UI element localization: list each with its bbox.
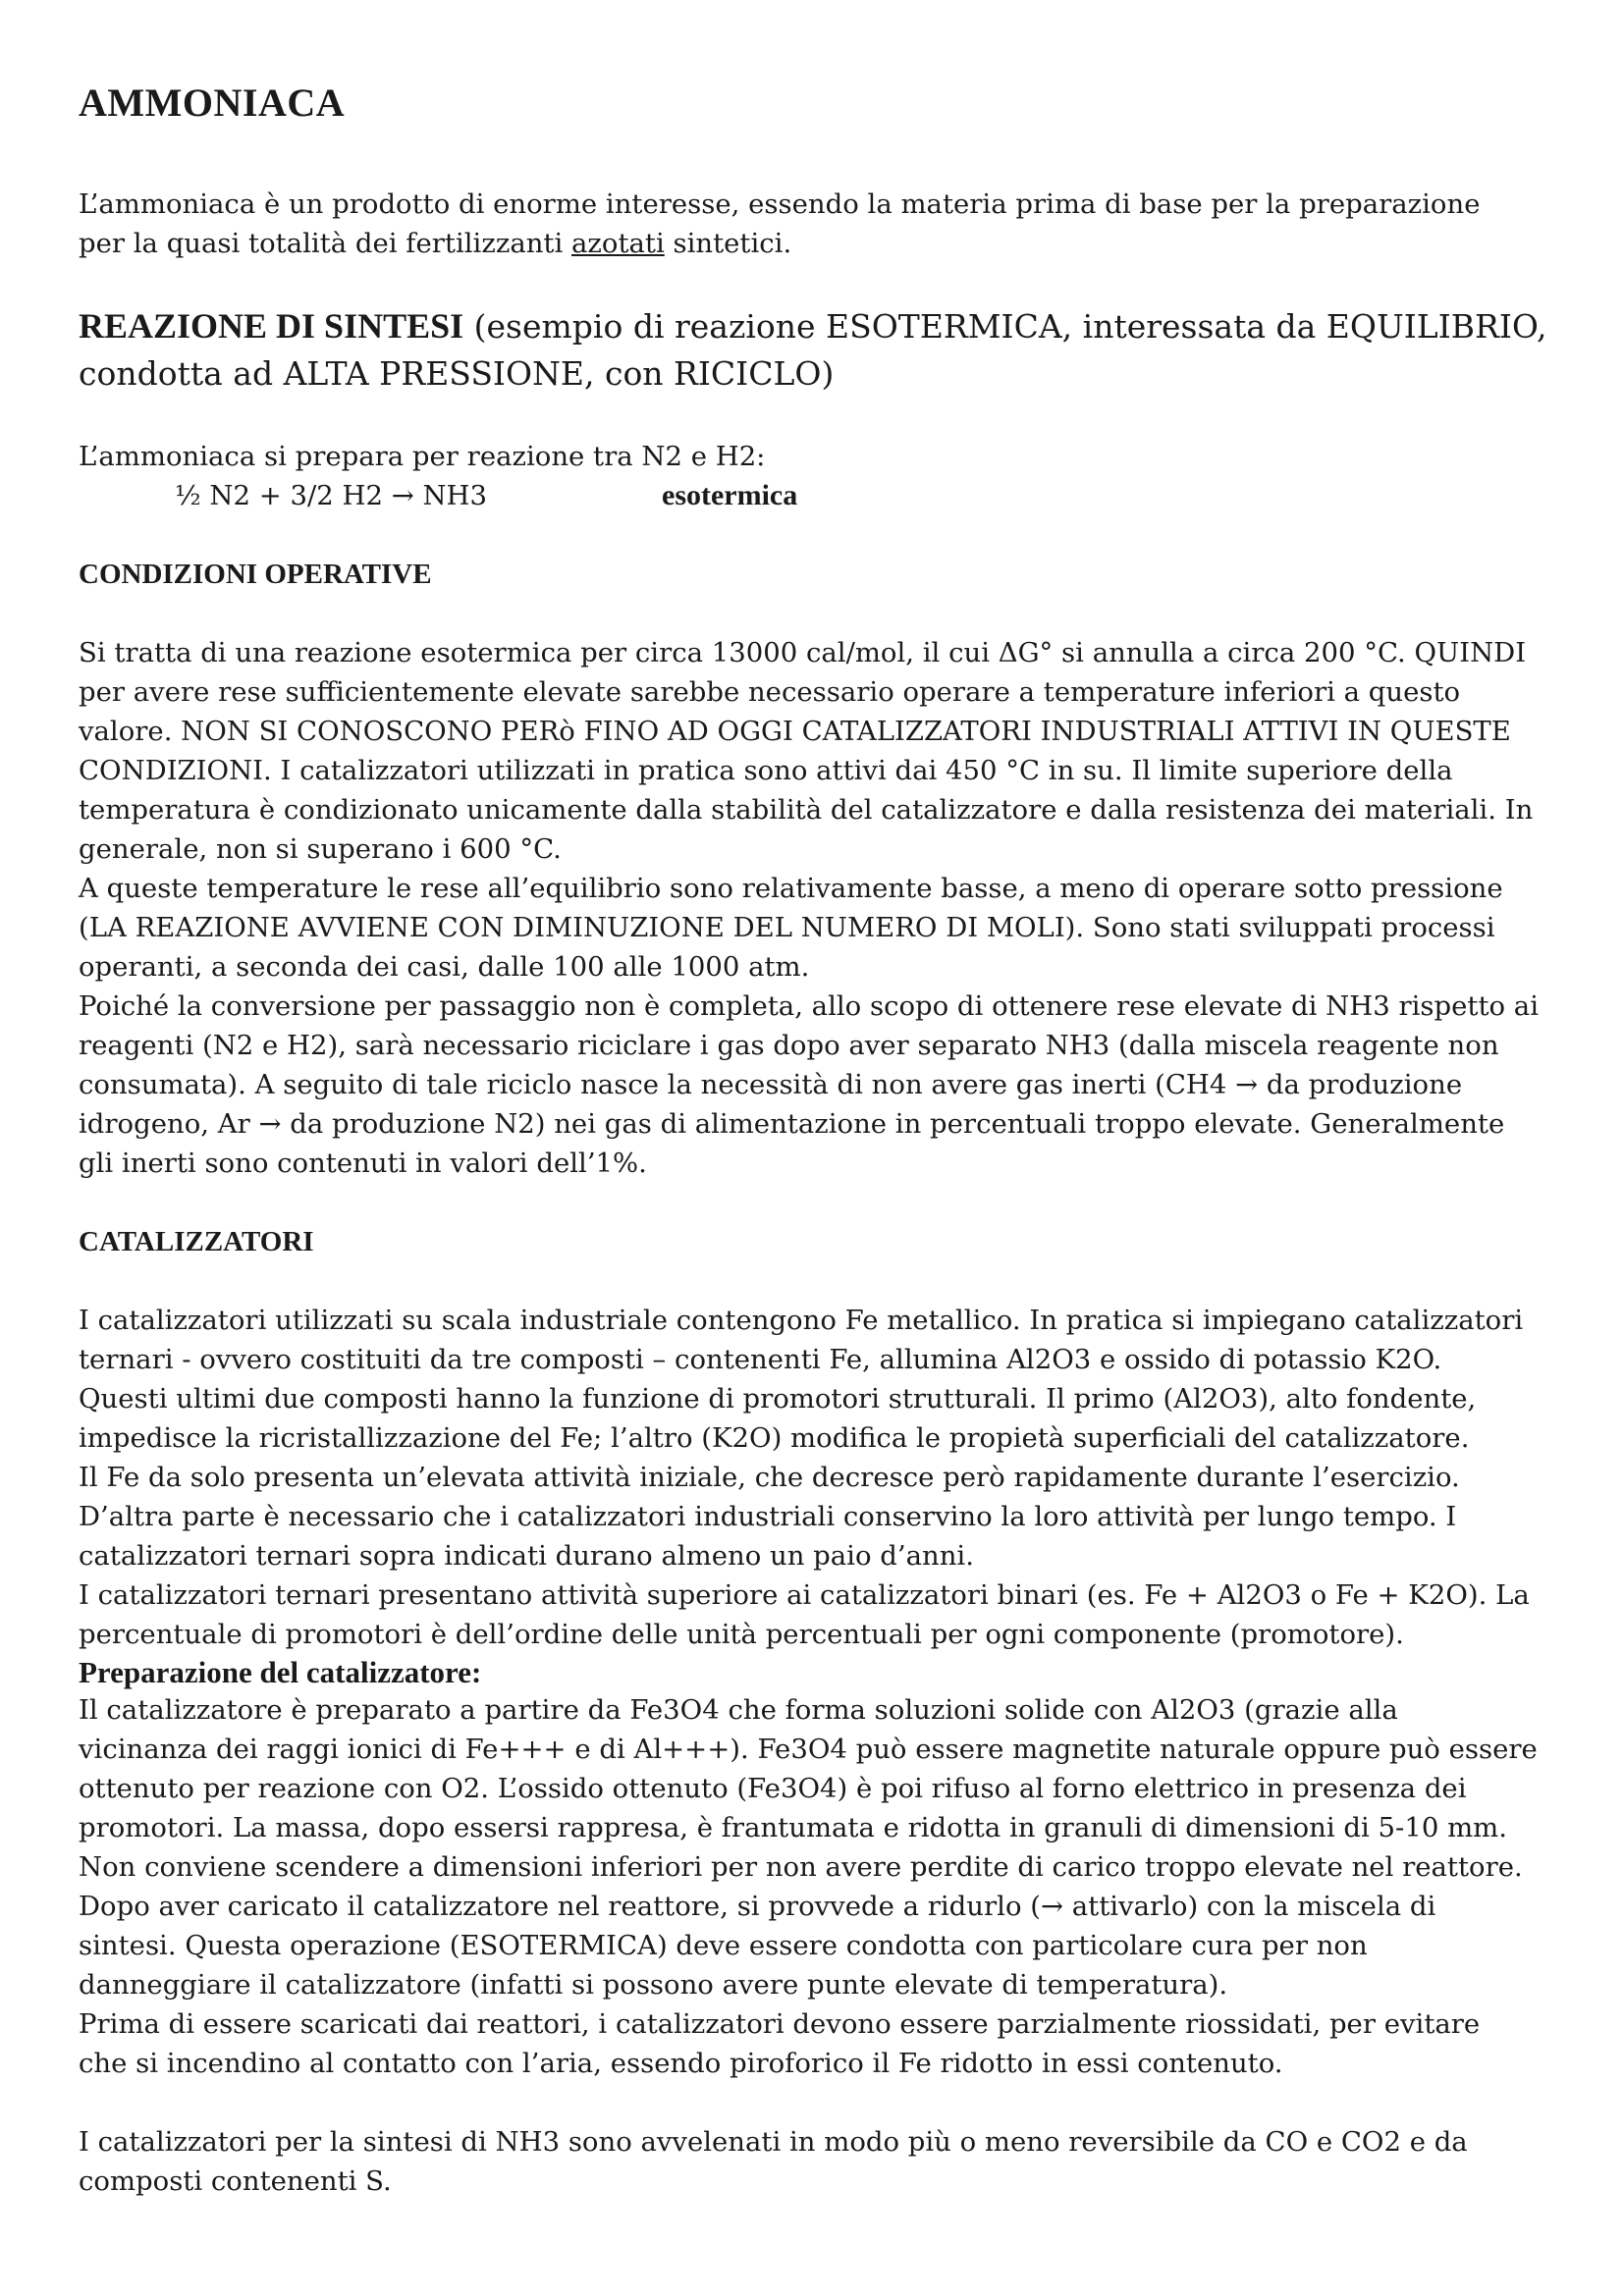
page-title: AMMONIACA [79, 80, 346, 125]
text-line: Si tratta di una reazione esotermica per circa 13000 cal/mol, il cui ΔG° si annulla a circa 200 °C. QUINDI [79, 637, 1527, 668]
synthesis-heading-line [79, 302, 1566, 350]
text-line: reagenti (N2 e H2), sarà necessario riciclare i gas dopo aver separato NH3 (dalla miscela reagente non [79, 1030, 1499, 1061]
text-line: consumata). A seguito di tale riciclo nasce la necessità di non avere gas inerti (CH4 → da produzione [79, 1069, 1463, 1100]
text-line: composti contenenti S. [79, 2165, 392, 2197]
intro-line-start: per la quasi totalità dei fertilizzanti [79, 228, 572, 259]
text-line: gli inerti sono contenuti in valori dell’1%. [79, 1148, 647, 1179]
intro-line-end: sintetici. [664, 228, 792, 259]
catalyst-prep-heading: Preparazione del catalizzatore: [79, 1655, 482, 1689]
paragraph-gap [79, 2083, 1566, 2122]
text-line: promotori. La massa, dopo essersi rappresa, è frantumata e ridotta in granuli di dimensioni di 5-10 mm. [79, 1812, 1507, 1843]
reaction-type: esotermica [662, 479, 798, 511]
text-line: operanti, a seconda dei casi, dalle 100 alle 1000 atm. [79, 951, 810, 983]
text-line: idrogeno, Ar → da produzione N2) nei gas di alimentazione in percentuali troppo elevate. Generalmente [79, 1108, 1505, 1140]
catalysts-heading: CATALIZZATORI [79, 1226, 314, 1257]
text-line: Dopo aver caricato il catalizzatore nel reattore, si provvede a ridurlo (→ attivarlo) con la miscela di [79, 1891, 1436, 1922]
conditions-paragraph [79, 633, 1566, 1183]
text-line: sintesi. Questa operazione (ESOTERMICA) deve essere condotta con particolare cura per non [79, 1930, 1368, 1961]
intro-line [79, 224, 1566, 263]
text-line: percentuale di promotori è dell’ordine delle unità percentuali per ogni componente (promotore). [79, 1619, 1404, 1650]
text-line: I catalizzatori per la sintesi di NH3 sono avvelenati in modo più o meno reversibile da CO e CO2 e da [79, 2126, 1468, 2158]
text-line: generale, non si superano i 600 °C. [79, 833, 562, 865]
text-line: ottenuto per reazione con O2. L’ossido ottenuto (Fe3O4) è poi rifuso al forno elettrico in presenza dei [79, 1773, 1467, 1804]
text-line: vicinanza dei raggi ionici di Fe+++ e di Al+++). Fe3O4 può essere magnetite naturale oppure può essere [79, 1734, 1538, 1765]
synthesis-heading [79, 302, 1566, 398]
reaction-equation [79, 476, 1566, 515]
text-line: Questi ultimi due composti hanno la funzione di promotori strutturali. Il primo (Al2O3), alto fondente, [79, 1383, 1477, 1415]
text-line: CONDIZIONI. I catalizzatori utilizzati in pratica sono attivi dai 450 °C in su. Il limite superiore della [79, 755, 1453, 786]
synthesis-heading-line-2: condotta ad ALTA PRESSIONE, con RICICLO) [79, 354, 835, 393]
reaction-formula: ½ N2 + 3/2 H2 → NH3 [175, 480, 488, 511]
text-line: valore. NON SI CONOSCONO PERò FINO AD OGGI CATALIZZATORI INDUSTRIALI ATTIVI IN QUESTE [79, 716, 1511, 747]
text-line: catalizzatori ternari sopra indicati durano almeno un paio d’anni. [79, 1540, 974, 1572]
text-line: impedisce la ricristallizzazione del Fe; l’altro (K2O) modifica le propietà superficiali del catalizzatore. [79, 1422, 1470, 1454]
text-line: danneggiare il catalizzatore (infatti si possono avere punte elevate di temperatura). [79, 1969, 1228, 2001]
text-line: Poiché la conversione per passaggio non è completa, allo scopo di ottenere rese elevate di NH3 rispetto ai [79, 990, 1539, 1022]
text-line: A queste temperature le rese all’equilibrio sono relativamente basse, a meno di operare sotto pressione [79, 873, 1503, 904]
text-line: temperatura è condizionato unicamente dalla stabilità del catalizzatore e dalla resistenza dei materiali. In [79, 794, 1534, 826]
conditions-heading: CONDIZIONI OPERATIVE [79, 559, 432, 590]
intro-line: L’ammoniaca è un prodotto di enorme interesse, essendo la materia prima di base per la preparazione [79, 188, 1481, 220]
text-line: che si incendino al contatto con l’aria, essendo piroforico il Fe ridotto in essi contenuto. [79, 2048, 1283, 2079]
underlined-word: azotati [571, 228, 665, 259]
text-line: ternari - ovvero costituiti da tre composti – contenenti Fe, allumina Al2O3 e ossido di potassio K2O. [79, 1344, 1442, 1375]
text-line: I catalizzatori utilizzati su scala industriale contengono Fe metallico. In pratica si impiegano catalizzatori [79, 1305, 1524, 1336]
text-line: (LA REAZIONE AVVIENE CON DIMINUZIONE DEL NUMERO DI MOLI). Sono stati sviluppati processi [79, 912, 1495, 943]
text-line: Il Fe da solo presenta un’elevata attività iniziale, che decresce però rapidamente durante l’esercizio. [79, 1462, 1460, 1493]
text-line: Prima di essere scaricati dai reattori, i catalizzatori devono essere parzialmente riossidati, per evitare [79, 2008, 1481, 2040]
text-line: Il catalizzatore è preparato a partire da Fe3O4 che forma soluzioni solide con Al2O3 (grazie alla [79, 1694, 1398, 1726]
synthesis-heading-bold: REAZIONE DI SINTESI [79, 306, 464, 346]
synthesis-heading-rest: (esempio di reazione ESOTERMICA, interessata da EQUILIBRIO, [463, 307, 1547, 346]
text-line: I catalizzatori ternari presentano attività superiore ai catalizzatori binari (es. Fe + Al2O3 o Fe + K2O). La [79, 1579, 1530, 1611]
text-line: per avere rese sufficientemente elevate sarebbe necessario operare a temperature inferiori a questo [79, 676, 1461, 708]
synthesis-prep-line: L’ammoniaca si prepara per reazione tra N2 e H2: [79, 441, 766, 472]
text-line: D’altra parte è necessario che i catalizzatori industriali conservino la loro attività per lungo tempo. I [79, 1501, 1457, 1532]
catalysts-paragraph [79, 1301, 1566, 2201]
document-page [79, 80, 1566, 2201]
intro-paragraph [79, 185, 1566, 263]
text-line: Non conviene scendere a dimensioni inferiori per non avere perdite di carico troppo elevate nel reattore. [79, 1851, 1523, 1883]
